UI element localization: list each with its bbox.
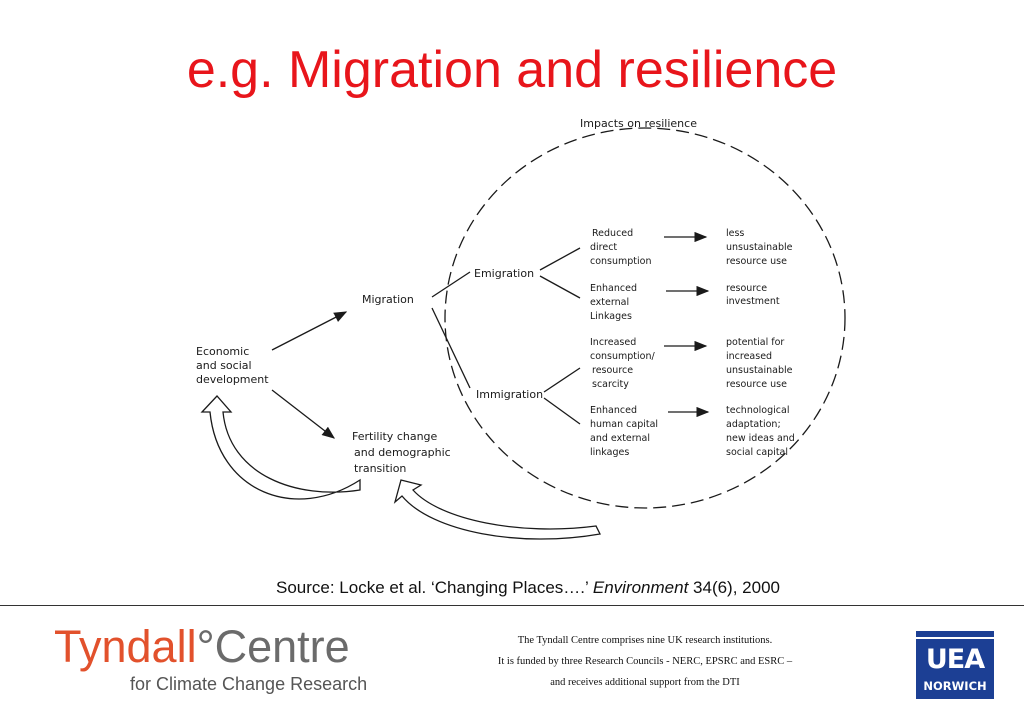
cause-enhanced-human-capital: Enhanced human capital and external linkages (590, 405, 659, 458)
impacts-title: Impacts on resilience (580, 117, 697, 130)
effect-less-unsustainable: less unsustainable resource use (726, 228, 793, 267)
cause-increased-consumption: Increased consumption/ resource scarcity (590, 337, 655, 390)
effect-potential-increased: potential for increased unsustainable resource use (726, 337, 793, 390)
tyndall-logo-wordmark: Tyndall°Centre (54, 621, 350, 672)
line-migration-to-emigration (432, 272, 470, 297)
cause-reduced-consumption: Reduced direct consumption (590, 228, 652, 267)
feedback-arrow-circle-to-fertility (395, 480, 600, 539)
uea-logo-box (916, 639, 994, 699)
footer-note-line: The Tyndall Centre comprises nine UK research institutions. (517, 635, 773, 646)
feedback-arrow-fertility-to-economic (202, 396, 360, 499)
line-migration-to-immigration (432, 308, 470, 388)
line-immigration-to-cause-4 (544, 398, 580, 424)
migration-label: Migration (362, 293, 414, 306)
uea-norwich-logo (916, 631, 994, 699)
cause-enhanced-external-linkages: Enhanced external Linkages (590, 283, 637, 322)
source-citation: Source: Locke et al. ‘Changing Places….’ Environment 34(6), 2000 (276, 578, 780, 597)
immigration-label: Immigration (476, 388, 544, 401)
footer-note-line: It is funded by three Research Councils - NERC, EPSRC and ESRC – (497, 656, 793, 667)
effect-technological-adaptation: technological adaptation; new ideas and social capital (726, 405, 795, 458)
uea-logo-bar (916, 631, 994, 637)
footer-divider (0, 605, 1024, 606)
uea-logo-city: NORWICH (923, 679, 987, 693)
line-immigration-to-cause-3 (544, 368, 580, 392)
tyndall-logo-subtitle: for Climate Change Research (130, 674, 368, 694)
uea-logo-letters: UEA (925, 644, 985, 675)
economic-development-label: Economic and social development (196, 345, 269, 386)
fertility-label: Fertility change and demographic transition (352, 430, 451, 475)
arrow-economic-to-fertility (272, 390, 334, 438)
footer-funding-note (440, 630, 850, 693)
emigration-label: Emigration (474, 267, 535, 280)
effect-resource-investment: resource investment (726, 283, 780, 307)
line-emigration-to-cause-2 (540, 276, 580, 298)
footer-note-line: and receives additional support from the DTI (550, 677, 740, 688)
line-emigration-to-cause-1 (540, 248, 580, 270)
slide-title: e.g. Migration and resilience (186, 41, 838, 99)
arrow-economic-to-migration (272, 312, 346, 350)
tyndall-centre-logo (54, 620, 399, 700)
